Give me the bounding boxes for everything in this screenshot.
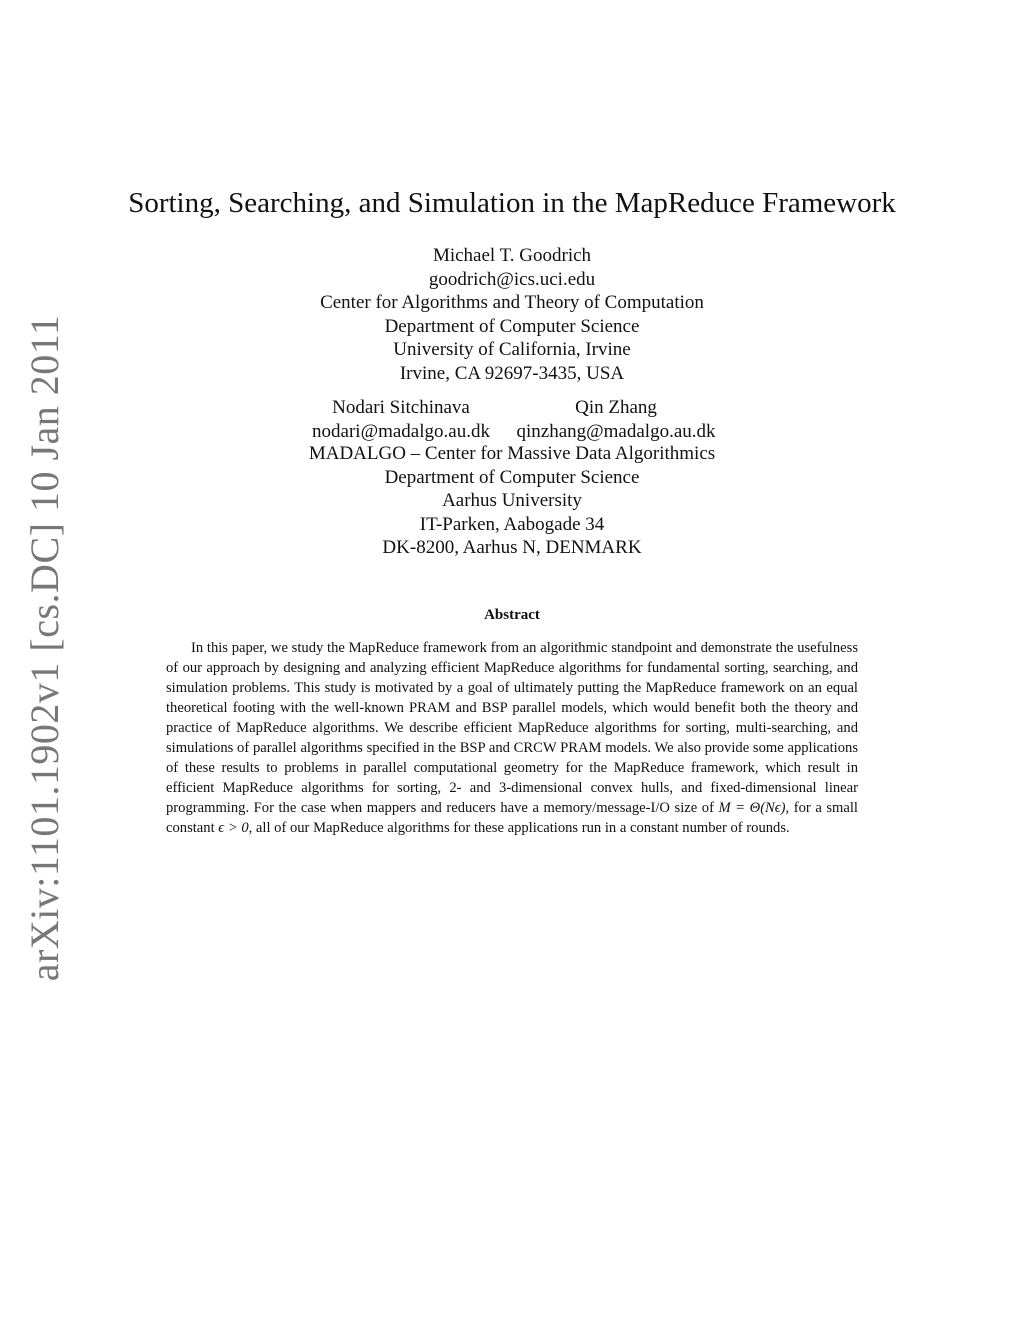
affiliation-line: University of California, Irvine <box>393 339 631 360</box>
arxiv-identifier-stamp: arXiv:1101.1902v1 [cs.DC] 10 Jan 2011 <box>22 314 67 982</box>
affiliation-line: Department of Computer Science <box>384 315 640 337</box>
affiliation-line: Irvine, CA 92697-3435, USA <box>399 362 625 384</box>
abstract-text: , all of our MapReduce algorithms for these applications run in a constant number of rounds. <box>248 820 790 836</box>
math-expression: M = Θ(Nϵ) <box>718 800 786 816</box>
author-name: Qin Zhang <box>575 397 657 418</box>
author-block-goodrich <box>0 244 1024 385</box>
affiliation-line: Center for Algorithms and Theory of Computation <box>320 292 704 313</box>
affiliation-line: Department of Computer Science <box>384 466 640 488</box>
affiliation-line: DK-8200, Aarhus N, DENMARK <box>382 537 642 558</box>
author-email: nodari@madalgo.au.dk <box>312 420 490 442</box>
paper-title: Sorting, Searching, and Simulation in the MapReduce Framework <box>128 187 896 219</box>
abstract-paragraph <box>166 638 858 838</box>
author-block-sitchinava <box>296 396 506 443</box>
math-expression: ϵ > 0 <box>218 820 249 836</box>
author-email: qinzhang@madalgo.au.dk <box>516 420 716 442</box>
affiliation-line: IT-Parken, Aabogade 34 <box>419 513 605 535</box>
affiliation-line: Aarhus University <box>442 490 582 511</box>
abstract-text: , for a small constant <box>166 800 858 836</box>
author-email: goodrich@ics.uci.edu <box>428 268 596 290</box>
abstract-body <box>166 638 858 838</box>
abstract-heading: Abstract <box>484 607 540 623</box>
abstract-text: In this paper, we study the MapReduce framework from an algorithmic standpoint and demonstrate the usefulness of our approach by designing and analyzing efficient MapReduce algorithms for fundamental sorting, searching, and simulation problems. This study is motivated by a goal of ultimately putting the MapReduce framework on an equal theoretical footing with the well-known PRAM and BSP parallel models, which would benefit both the theory and practice of MapReduce algorithms. We describe efficient MapReduce algorithms for sorting, multi-searching, and simulations of parallel algorithms specified in the BSP and CRCW PRAM models. We also provide some applications of these results to problems in parallel computational geometry for the MapReduce framework, which result in efficient MapReduce algorithms for sorting, 2- and 3-dimensional convex hulls, and fixed-dimensional linear programming. For the case when mappers and reducers have a memory/message-I/O size of <box>166 640 858 816</box>
author-name: Michael T. Goodrich <box>432 245 592 266</box>
affiliation-line: MADALGO – Center for Massive Data Algorithmics <box>308 443 716 464</box>
author-name: Nodari Sitchinava <box>332 397 470 418</box>
author-block-zhang <box>506 396 726 443</box>
shared-affiliation-block <box>0 442 1024 560</box>
